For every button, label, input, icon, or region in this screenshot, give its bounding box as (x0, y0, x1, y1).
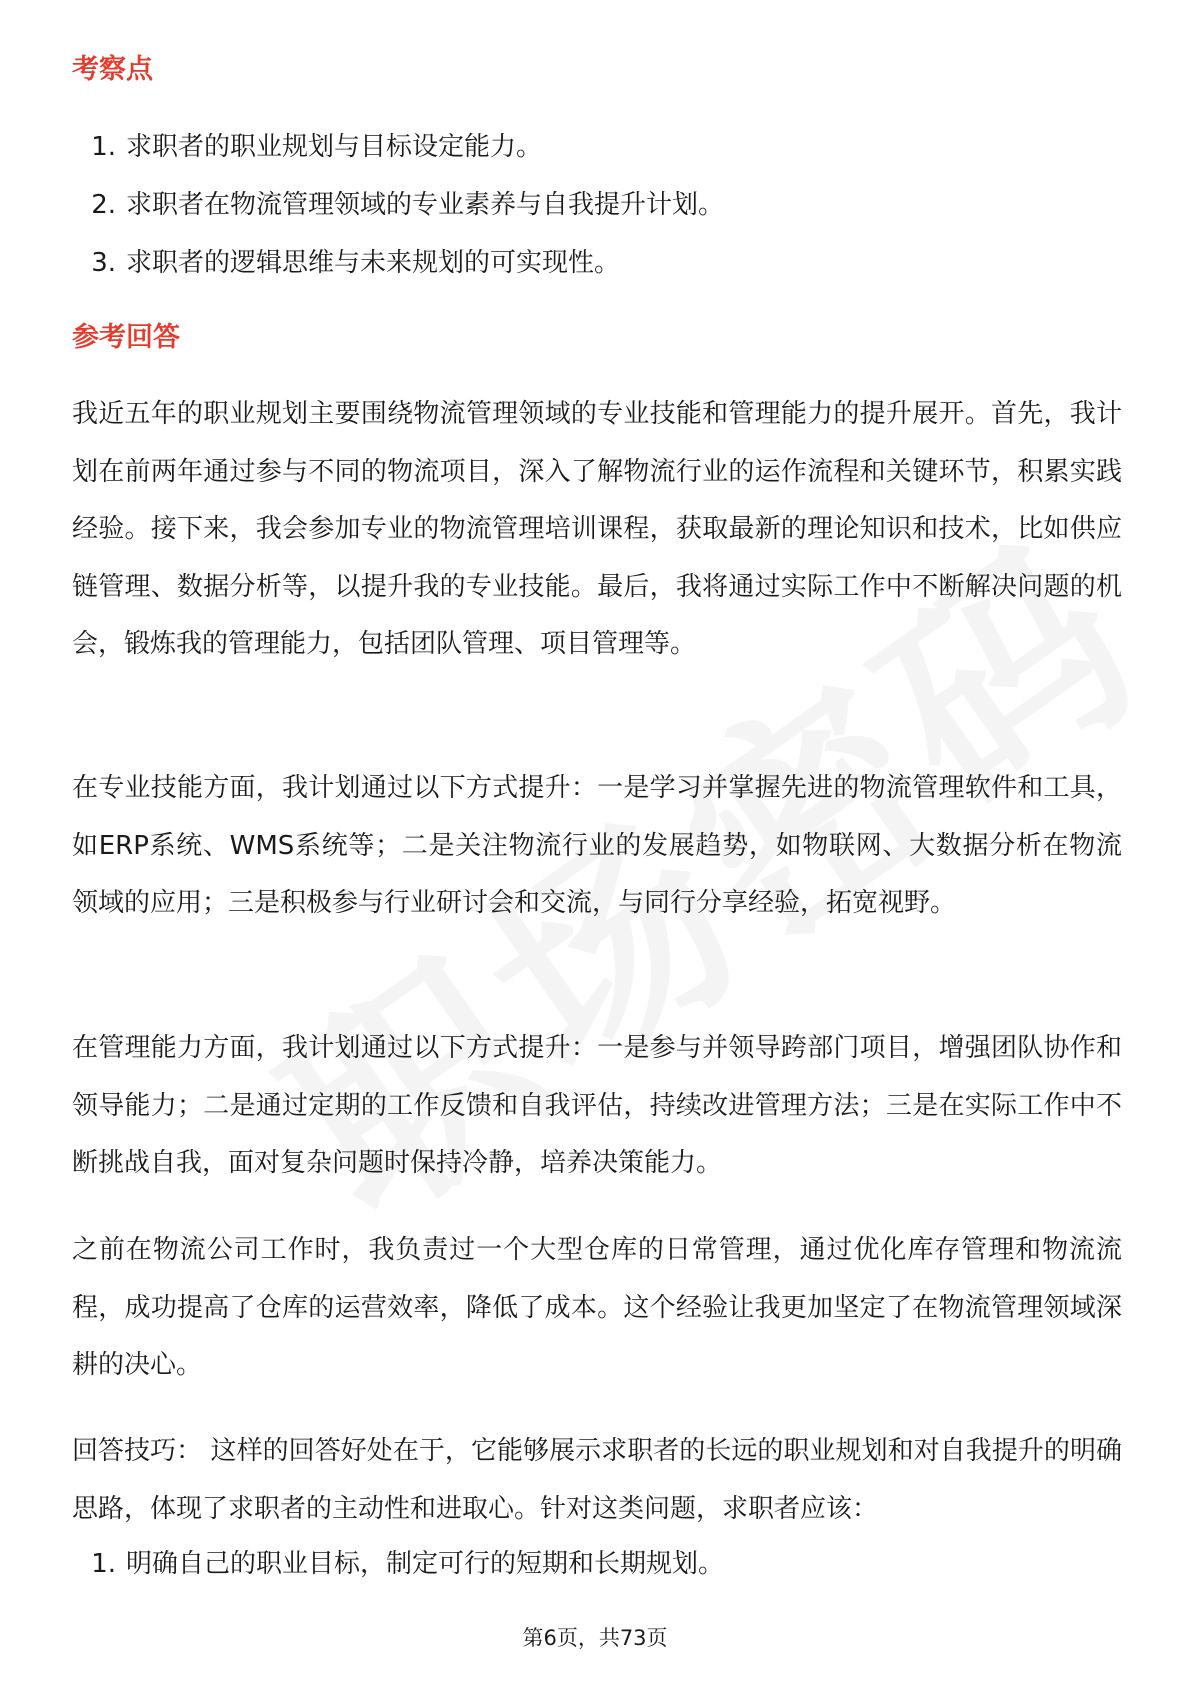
list-item-text: 求职者的职业规划与目标设定能力。 (126, 132, 543, 162)
section-heading-focus: 考察点 (72, 54, 153, 85)
list-item (72, 118, 724, 176)
list-item-text: 求职者的逻辑思维与未来规划的可实现性。 (126, 248, 621, 278)
page-number-footer: 第6页，共73页 (522, 1626, 668, 1650)
list-item (72, 234, 724, 292)
tips-paragraph: 回答技巧： 这样的回答好处在于，它能够展示求职者的长远的职业规划和对自我提升的明确思路，体现了求职者的主动性和进取心。针对这类问题，求职者应该： (72, 1436, 1122, 1524)
list-item-text: 明确自己的职业目标，制定可行的短期和长期规划。 (126, 1549, 725, 1579)
list-item-number: 1. (91, 1549, 116, 1579)
answer-paragraph: 在专业技能方面，我计划通过以下方式提升：一是学习并掌握先进的物流管理软件和工具，如ERP系统、WMS系统等；二是关注物流行业的发展趋势，如物联网、大数据分析在物流领域的应用；三是积极参与行业研讨会和交流，与同行分享经验，拓宽视野。 (72, 773, 1122, 918)
list-item-number: 3. (91, 248, 116, 278)
tips-list (72, 1535, 724, 1593)
section-heading-answer: 参考回答 (72, 322, 180, 353)
answer-paragraph: 之前在物流公司工作时，我负责过一个大型仓库的日常管理，通过优化库存管理和物流流程，成功提高了仓库的运营效率，降低了成本。这个经验让我更加坚定了在物流管理领域深耕的决心。 (72, 1235, 1122, 1380)
answer-paragraph: 在管理能力方面，我计划通过以下方式提升：一是参与并领导跨部门项目，增强团队协作和领导能力；二是通过定期的工作反馈和自我评估，持续改进管理方法；三是在实际工作中不断挑战自我，面对复杂问题时保持冷静，培养决策能力。 (72, 1033, 1122, 1178)
list-item-number: 1. (91, 132, 116, 162)
list-item-text: 求职者在物流管理领域的专业素养与自我提升计划。 (126, 190, 725, 220)
answer-paragraph: 我近五年的职业规划主要围绕物流管理领域的专业技能和管理能力的提升展开。首先，我计划在前两年通过参与不同的物流项目，深入了解物流行业的运作流程和关键环节，积累实践经验。接下来，我会参加专业的物流管理培训课程，获取最新的理论知识和技术，比如供应链管理、数据分析等，以提升我的专业技能。最后，我将通过实际工作中不断解决问题的机会，锻炼我的管理能力，包括团队管理、项目管理等。 (72, 399, 1122, 659)
list-item-number: 2. (91, 190, 116, 220)
list-item (72, 1535, 724, 1593)
list-item (72, 176, 724, 234)
focus-list (72, 118, 724, 292)
